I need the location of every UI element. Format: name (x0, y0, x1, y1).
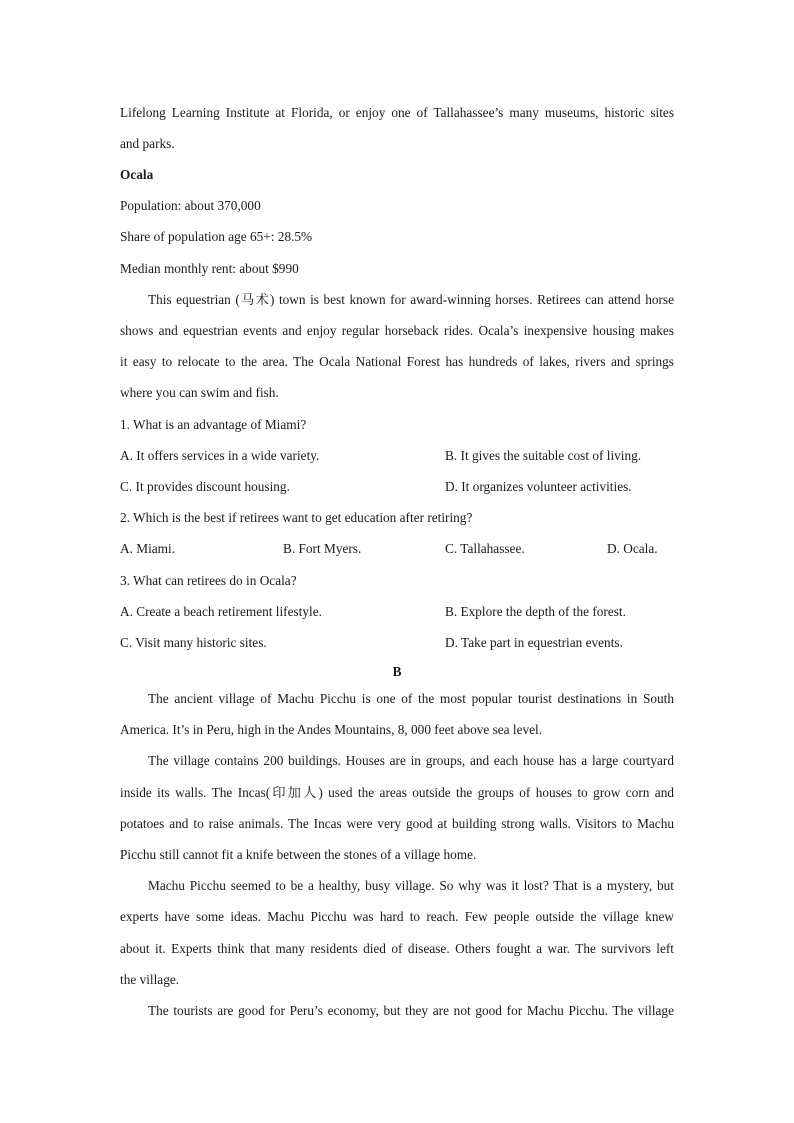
passage-line: potatoes and to raise animals. The Incas were very good at building strong walls. Visitors to Machu (120, 816, 674, 831)
question-option: D. Take part in equestrian events. (445, 635, 623, 650)
passage-line: Machu Picchu seemed to be a healthy, busy village. So why was it lost? That is a mystery, but (148, 878, 674, 893)
question-option: B. It gives the suitable cost of living. (445, 448, 642, 463)
passage-line: the village. (120, 972, 180, 987)
intro-line: and parks. (120, 136, 175, 151)
question-stem: 1. What is an advantage of Miami? (120, 417, 307, 432)
question-option: D. It organizes volunteer activities. (445, 479, 632, 494)
passage-line: The tourists are good for Peru’s economy, but they are not good for Machu Picchu. The village (148, 1003, 674, 1018)
question-option: A. It offers services in a wide variety. (120, 448, 320, 463)
question-option: D. Ocala. (607, 541, 658, 556)
passage-line: inside its walls. The Incas(印加人) used the areas outside the groups of houses to grow corn and (120, 785, 674, 800)
ocala-paragraph-line: where you can swim and fish. (120, 385, 279, 400)
passage-line: about it. Experts think that many residents died of disease. Others fought a war. The survivors left (120, 941, 674, 956)
question-stem: 3. What can retirees do in Ocala? (120, 573, 297, 588)
question-option: C. Visit many historic sites. (120, 635, 267, 650)
passage-line: America. It’s in Peru, high in the Andes Mountains, 8, 000 feet above sea level. (120, 722, 543, 737)
question-stem: 2. Which is the best if retirees want to get education after retiring? (120, 510, 473, 525)
ocala-population: Population: about 370,000 (120, 198, 261, 213)
section-heading-ocala: Ocala (120, 167, 154, 182)
passage-line: The village contains 200 buildings. Houses are in groups, and each house has a large courtyard (148, 753, 674, 768)
question-option: B. Fort Myers. (283, 541, 362, 556)
question-option: C. Tallahassee. (445, 541, 525, 556)
ocala-paragraph-line: shows and equestrian events and enjoy regular horseback rides. Ocala’s inexpensive housing makes (120, 323, 674, 338)
passage-line: experts have some ideas. Machu Picchu was hard to reach. Few people outside the village knew (120, 909, 674, 924)
question-option: C. It provides discount housing. (120, 479, 290, 494)
question-option: A. Miami. (120, 541, 176, 556)
passage-line: The ancient village of Machu Picchu is one of the most popular tourist destinations in South (148, 691, 674, 706)
ocala-share-65: Share of population age 65+: 28.5% (120, 229, 313, 244)
question-option: A. Create a beach retirement lifestyle. (120, 604, 322, 619)
ocala-paragraph-line: This equestrian (马术) town is best known for award-winning horses. Retirees can attend horse (148, 292, 674, 307)
question-option: B. Explore the depth of the forest. (445, 604, 626, 619)
intro-line: Lifelong Learning Institute at Florida, or enjoy one of Tallahassee’s many museums, historic sites (120, 105, 674, 120)
section-heading-b: B (392, 664, 402, 679)
passage-line: Picchu still cannot fit a knife between the stones of a village home. (120, 847, 477, 862)
ocala-paragraph-line: it easy to relocate to the area. The Ocala National Forest has hundreds of lakes, rivers and springs (120, 354, 674, 369)
ocala-rent: Median monthly rent: about $990 (120, 261, 299, 276)
